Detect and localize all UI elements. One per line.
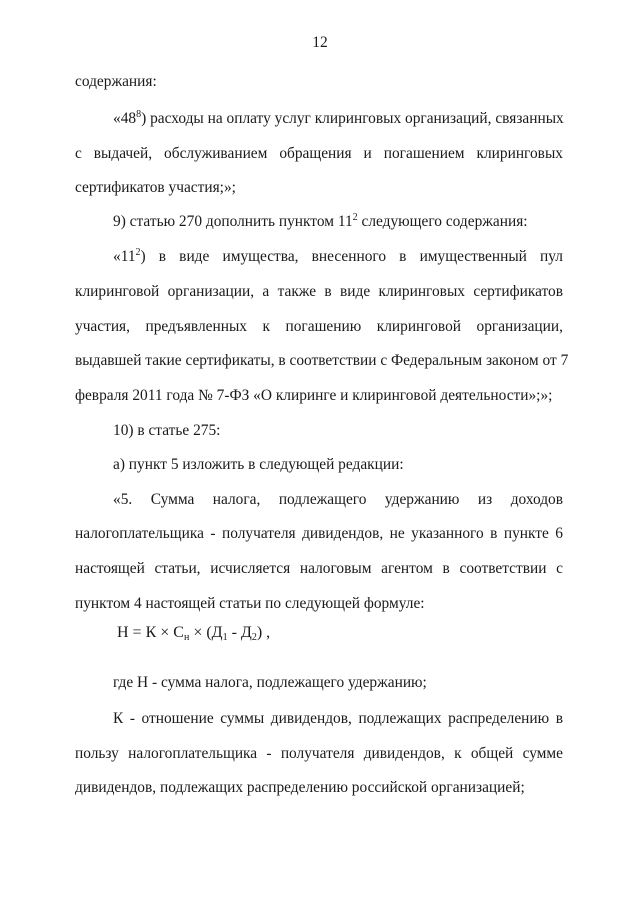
text-line: где Н - сумма налога, подлежащего удержанию; (113, 674, 427, 691)
text-line: пользу налогоплательщика - получателя дивидендов, к общей сумме (75, 745, 563, 762)
text-line: пунктом 4 настоящей статьи по следующей формуле: (75, 595, 425, 612)
text-line: налогоплательщика - получателя дивидендов, не указанного в пункте 6 (75, 525, 563, 542)
text-line: клиринговой организации, а также в виде клиринговых сертификатов (75, 283, 563, 300)
text-line: 10) в статье 275: (113, 422, 221, 439)
text-line: «5. Сумма налога, подлежащего удержанию из доходов (113, 491, 563, 508)
tax-formula: $Н = К \times С_н \times (Д_1 - Д_2)$ , (117, 624, 271, 643)
text-line: а) пункт 5 изложить в следующей редакции: (113, 456, 404, 473)
text-line: «$11^2$) в виде имущества, внесенного в имущественный пул (113, 247, 563, 265)
text-line: участия, предъявленных к погашению клиринговой организации, (75, 318, 563, 335)
page-number: 12 (312, 34, 328, 51)
text-line: февраля 2011 года № 7-ФЗ «О клиринге и клиринговой деятельности»;»; (75, 387, 553, 404)
text-line: «$48^8$) расходы на оплату услуг клиринговых организаций, связанных (113, 109, 564, 127)
text-line: с выдачей, обслуживанием обращения и погашением клиринговых (75, 145, 563, 162)
text-line: сертификатов участия;»; (75, 179, 236, 196)
text-line: содержания: (75, 73, 157, 90)
text-line: настоящей статьи, исчисляется налоговым агентом в соответствии с (75, 560, 563, 577)
text-line: дивидендов, подлежащих распределению российской организацией; (75, 779, 525, 796)
text-line: К - отношение суммы дивидендов, подлежащих распределению в (113, 710, 563, 727)
text-line: выдавшей такие сертификаты, в соответствии с Федеральным законом от 7 (75, 352, 569, 369)
text-line: 9) статью 270 дополнить пунктом $11^2$ следующего содержания: (113, 212, 528, 230)
